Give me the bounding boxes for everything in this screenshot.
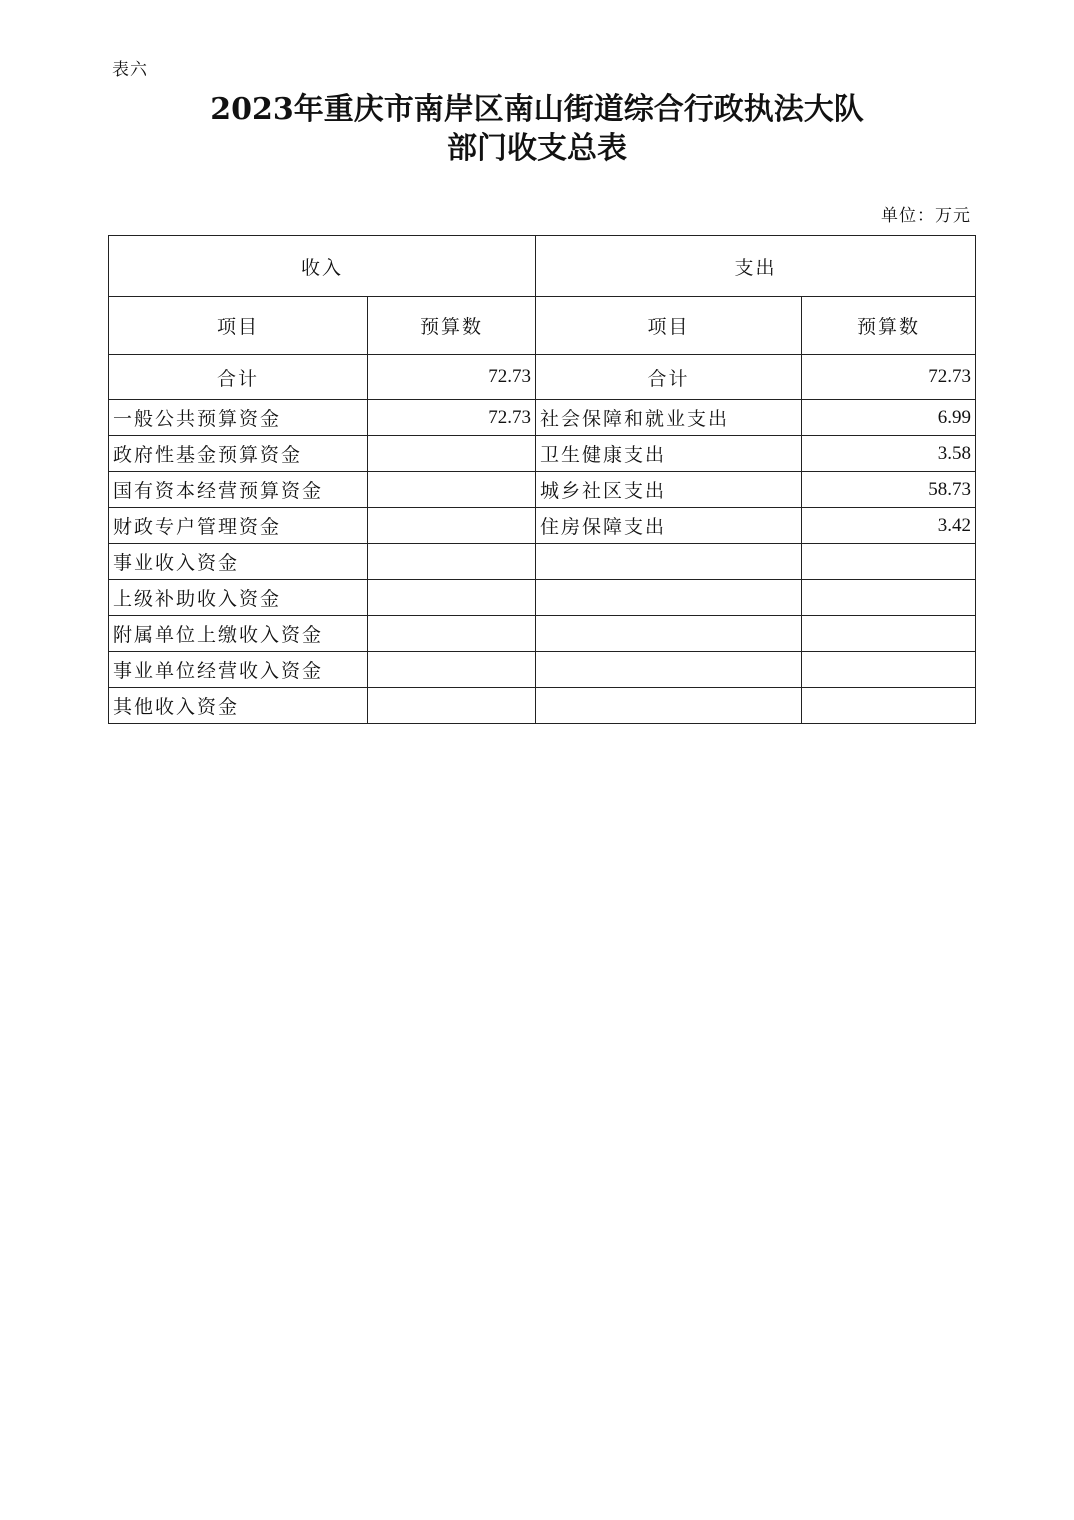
expense-amount — [802, 688, 976, 724]
expense-item — [536, 616, 802, 652]
income-amount — [368, 652, 536, 688]
income-amount — [368, 688, 536, 724]
income-amount — [368, 436, 536, 472]
expense-amount — [802, 580, 976, 616]
expense-amount: 3.42 — [802, 508, 976, 544]
income-item: 财政专户管理资金 — [109, 508, 368, 544]
total-row — [109, 355, 976, 400]
income-item: 国有资本经营预算资金 — [109, 472, 368, 508]
table-row — [109, 544, 976, 580]
income-item: 一般公共预算资金 — [109, 400, 368, 436]
income-amount — [368, 544, 536, 580]
expense-item — [536, 652, 802, 688]
income-amount — [368, 580, 536, 616]
income-item: 政府性基金预算资金 — [109, 436, 368, 472]
income-total-label: 合计 — [109, 355, 368, 400]
income-item: 附属单位上缴收入资金 — [109, 616, 368, 652]
expense-amount — [802, 616, 976, 652]
expense-amount — [802, 544, 976, 580]
expense-total-label: 合计 — [536, 355, 802, 400]
income-total-amount: 72.73 — [368, 355, 536, 400]
table-subheader-row — [109, 297, 976, 355]
expense-item: 卫生健康支出 — [536, 436, 802, 472]
expense-item — [536, 580, 802, 616]
table-row — [109, 400, 976, 436]
income-amount-column-header: 预算数 — [368, 297, 536, 355]
income-header: 收入 — [109, 236, 536, 297]
income-item: 其他收入资金 — [109, 688, 368, 724]
document-title: 2023年重庆市南岸区南山街道综合行政执法大队 — [210, 92, 864, 127]
expense-item — [536, 544, 802, 580]
expense-total-amount: 72.73 — [802, 355, 976, 400]
income-item: 事业收入资金 — [109, 544, 368, 580]
income-amount — [368, 616, 536, 652]
document-subtitle: 部门收支总表 — [447, 131, 627, 166]
expense-amount: 6.99 — [802, 400, 976, 436]
expense-header: 支出 — [536, 236, 976, 297]
income-item: 事业单位经营收入资金 — [109, 652, 368, 688]
income-item: 上级补助收入资金 — [109, 580, 368, 616]
table-number-label: 表六 — [112, 60, 148, 80]
income-amount — [368, 472, 536, 508]
income-amount — [368, 508, 536, 544]
expense-amount-column-header: 预算数 — [802, 297, 976, 355]
expense-item: 社会保障和就业支出 — [536, 400, 802, 436]
expense-amount: 58.73 — [802, 472, 976, 508]
budget-summary-table — [108, 235, 976, 724]
expense-item: 住房保障支出 — [536, 508, 802, 544]
table-header-row — [109, 236, 976, 297]
table-row — [109, 508, 976, 544]
table-row — [109, 688, 976, 724]
expense-item: 城乡社区支出 — [536, 472, 802, 508]
unit-label: 单位：万元 — [881, 206, 971, 226]
income-amount: 72.73 — [368, 400, 536, 436]
table-row — [109, 580, 976, 616]
table-row — [109, 472, 976, 508]
table-row — [109, 436, 976, 472]
expense-item — [536, 688, 802, 724]
table-row — [109, 616, 976, 652]
income-item-column-header: 项目 — [109, 297, 368, 355]
expense-amount — [802, 652, 976, 688]
expense-item-column-header: 项目 — [536, 297, 802, 355]
table-row — [109, 652, 976, 688]
expense-amount: 3.58 — [802, 436, 976, 472]
